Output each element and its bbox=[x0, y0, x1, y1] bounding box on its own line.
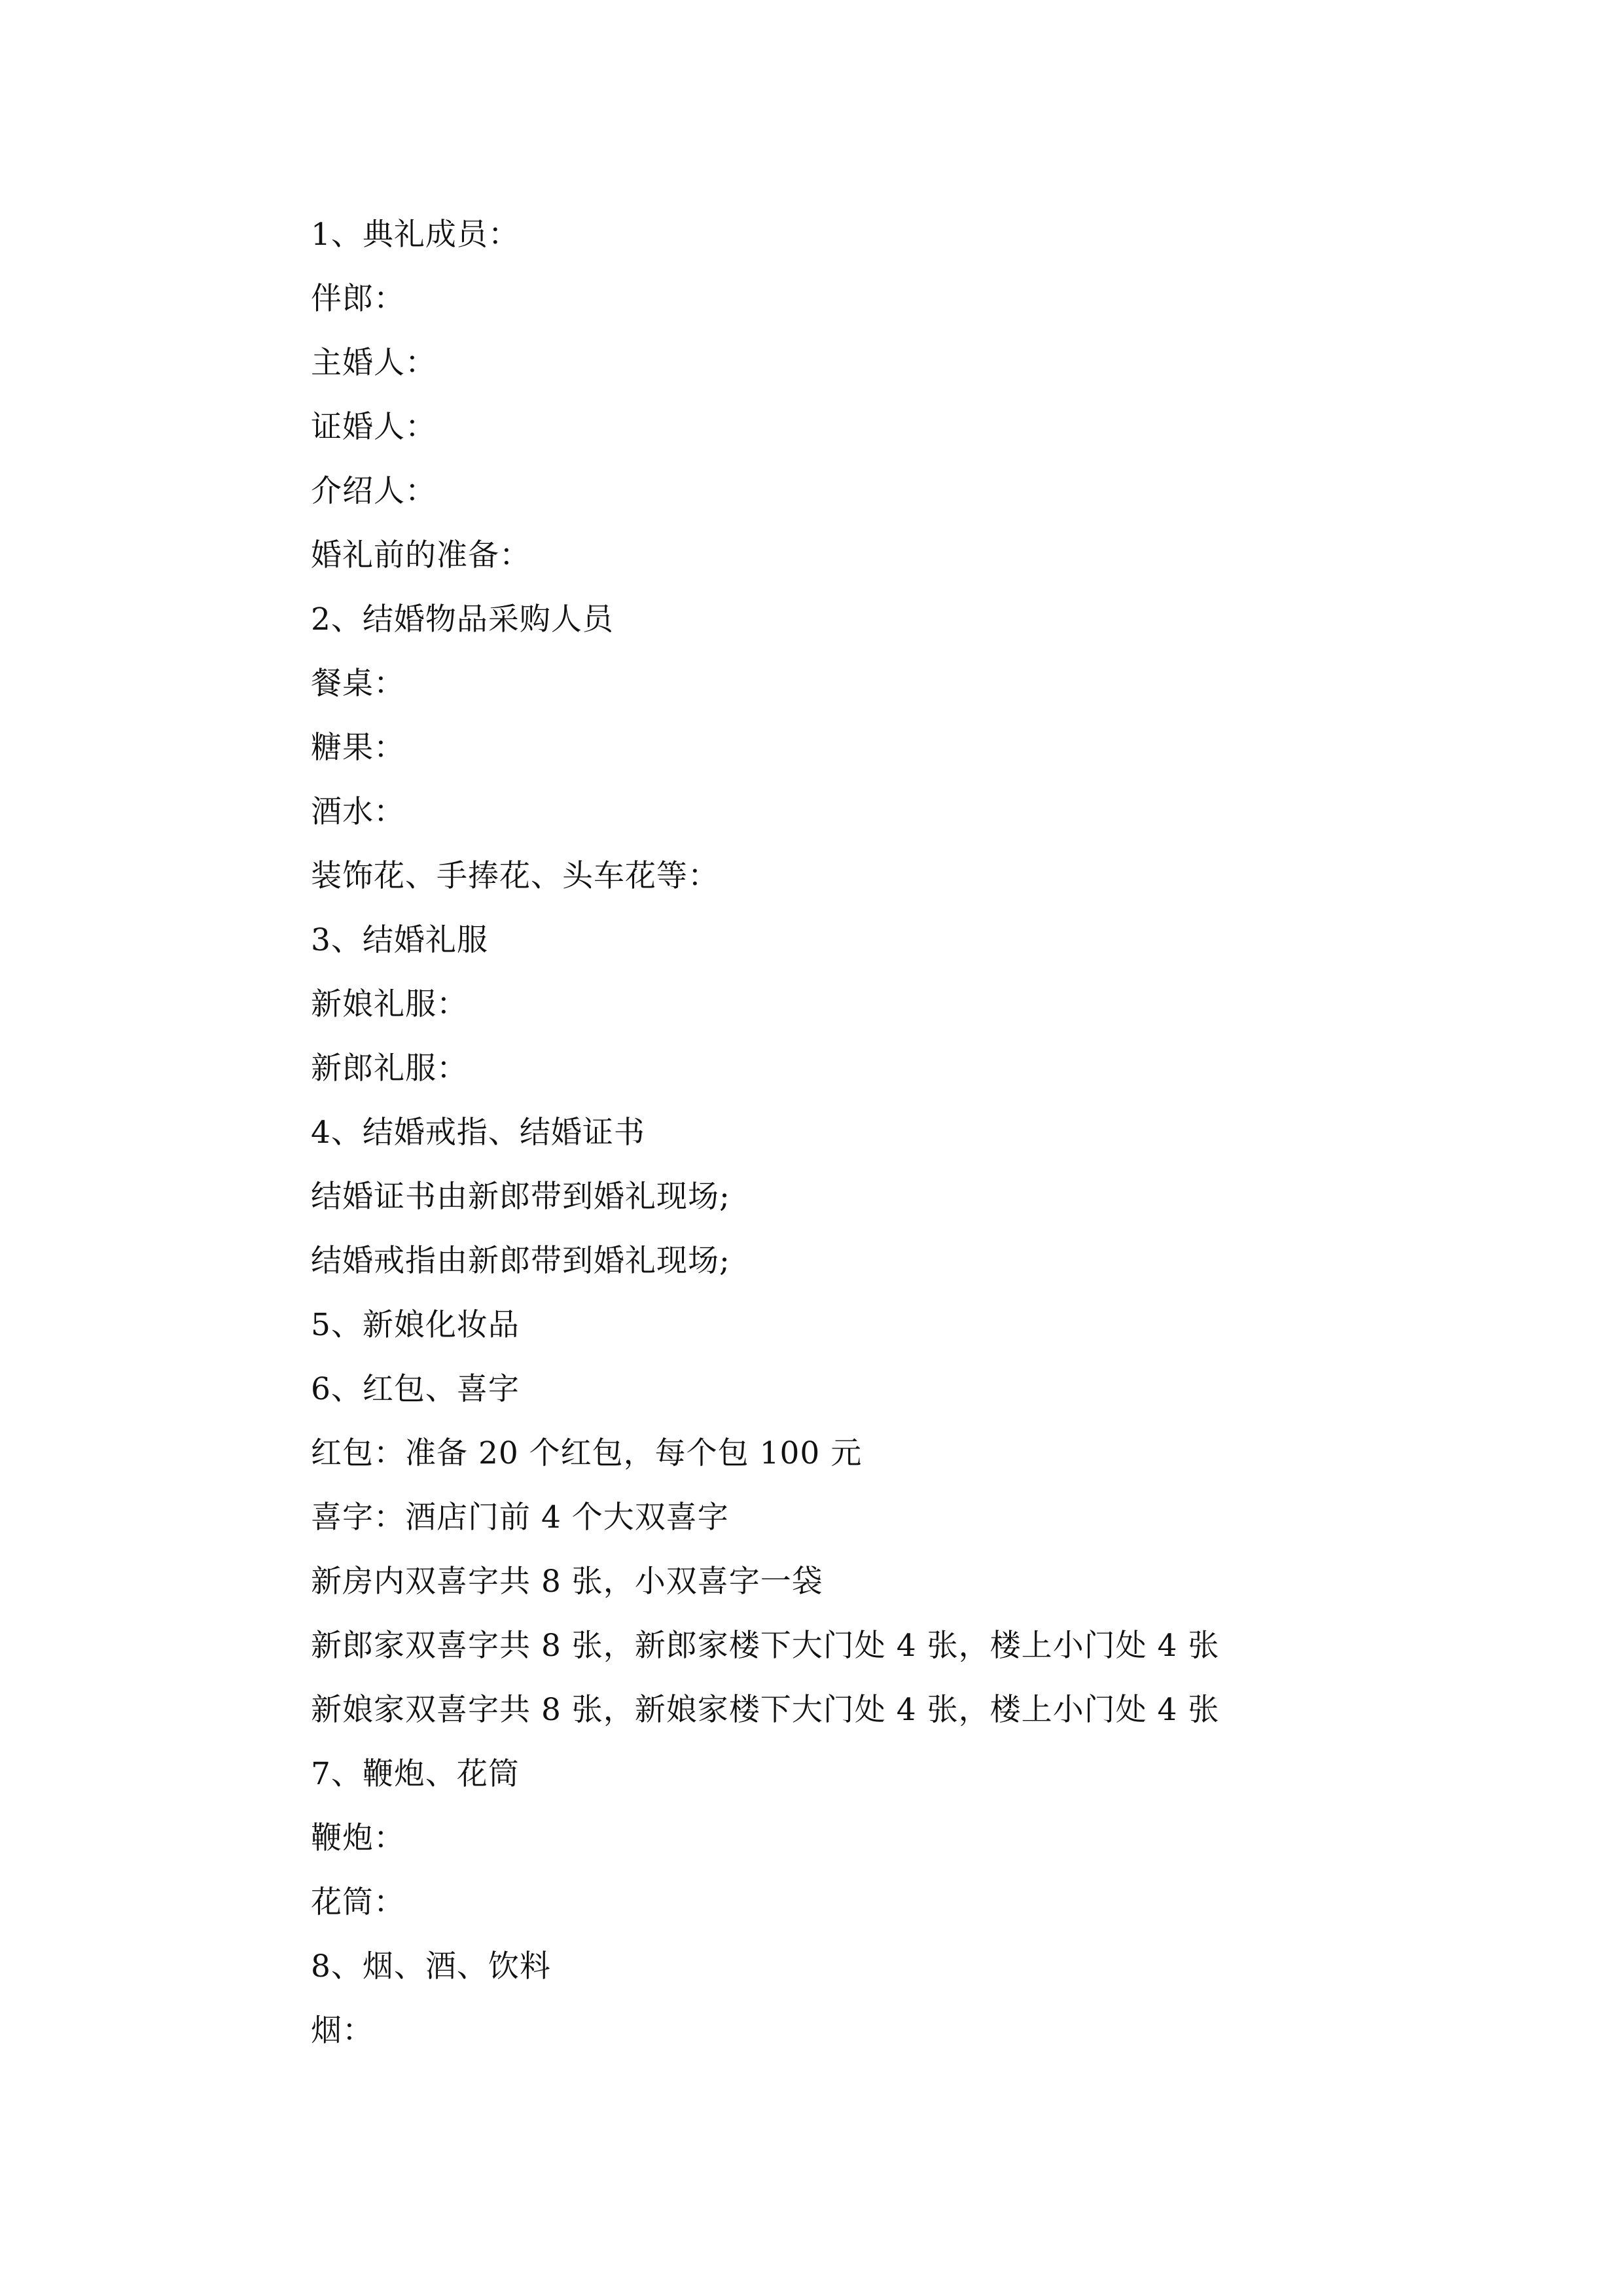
section-heading-red-envelopes: 6、红包、喜字 bbox=[311, 1371, 520, 1407]
section-heading-wedding-attire: 3、结婚礼服 bbox=[311, 922, 488, 958]
list-item: 主婚人： bbox=[311, 345, 437, 381]
list-item: 烟： bbox=[311, 2013, 374, 2049]
section-heading-rings-certificate: 4、结婚戒指、结婚证书 bbox=[311, 1115, 645, 1151]
list-item: 新郎礼服： bbox=[311, 1050, 468, 1086]
list-item: 新房内双喜字共 8 张，小双喜字一袋 bbox=[311, 1564, 823, 1600]
list-item: 花筒： bbox=[311, 1884, 405, 1920]
list-item: 伴郎： bbox=[311, 281, 405, 317]
section-heading-cosmetics: 5、新娘化妆品 bbox=[311, 1307, 520, 1343]
list-item: 证婚人： bbox=[311, 409, 437, 445]
list-item: 餐桌： bbox=[311, 666, 405, 702]
section-heading-tobacco-drinks: 8、烟、酒、饮料 bbox=[311, 1948, 551, 1984]
list-item: 喜字：酒店门前 4 个大双喜字 bbox=[311, 1499, 729, 1535]
list-item: 结婚证书由新郎带到婚礼现场; bbox=[311, 1179, 730, 1215]
list-item: 新郎家双喜字共 8 张，新郎家楼下大门处 4 张，楼上小门处 4 张 bbox=[311, 1628, 1220, 1664]
list-item: 新娘家双喜字共 8 张，新娘家楼下大门处 4 张，楼上小门处 4 张 bbox=[311, 1692, 1220, 1728]
section-heading-ceremony-members: 1、典礼成员： bbox=[311, 217, 520, 253]
list-item: 鞭炮： bbox=[311, 1820, 405, 1856]
section-heading-purchasing: 2、结婚物品采购人员 bbox=[311, 601, 614, 637]
list-item: 酒水： bbox=[311, 794, 405, 830]
list-item: 新娘礼服： bbox=[311, 986, 468, 1022]
section-heading-firecrackers: 7、鞭炮、花筒 bbox=[311, 1756, 520, 1792]
list-item: 装饰花、手捧花、头车花等： bbox=[311, 858, 719, 894]
list-item: 介绍人： bbox=[311, 473, 437, 509]
list-item: 红包：准备 20 个红包，每个包 100 元 bbox=[311, 1435, 863, 1471]
list-item: 糖果： bbox=[311, 730, 405, 766]
subheading-preparation: 婚礼前的准备： bbox=[311, 537, 531, 573]
list-item: 结婚戒指由新郎带到婚礼现场; bbox=[311, 1243, 730, 1279]
document-body bbox=[311, 203, 1358, 2063]
